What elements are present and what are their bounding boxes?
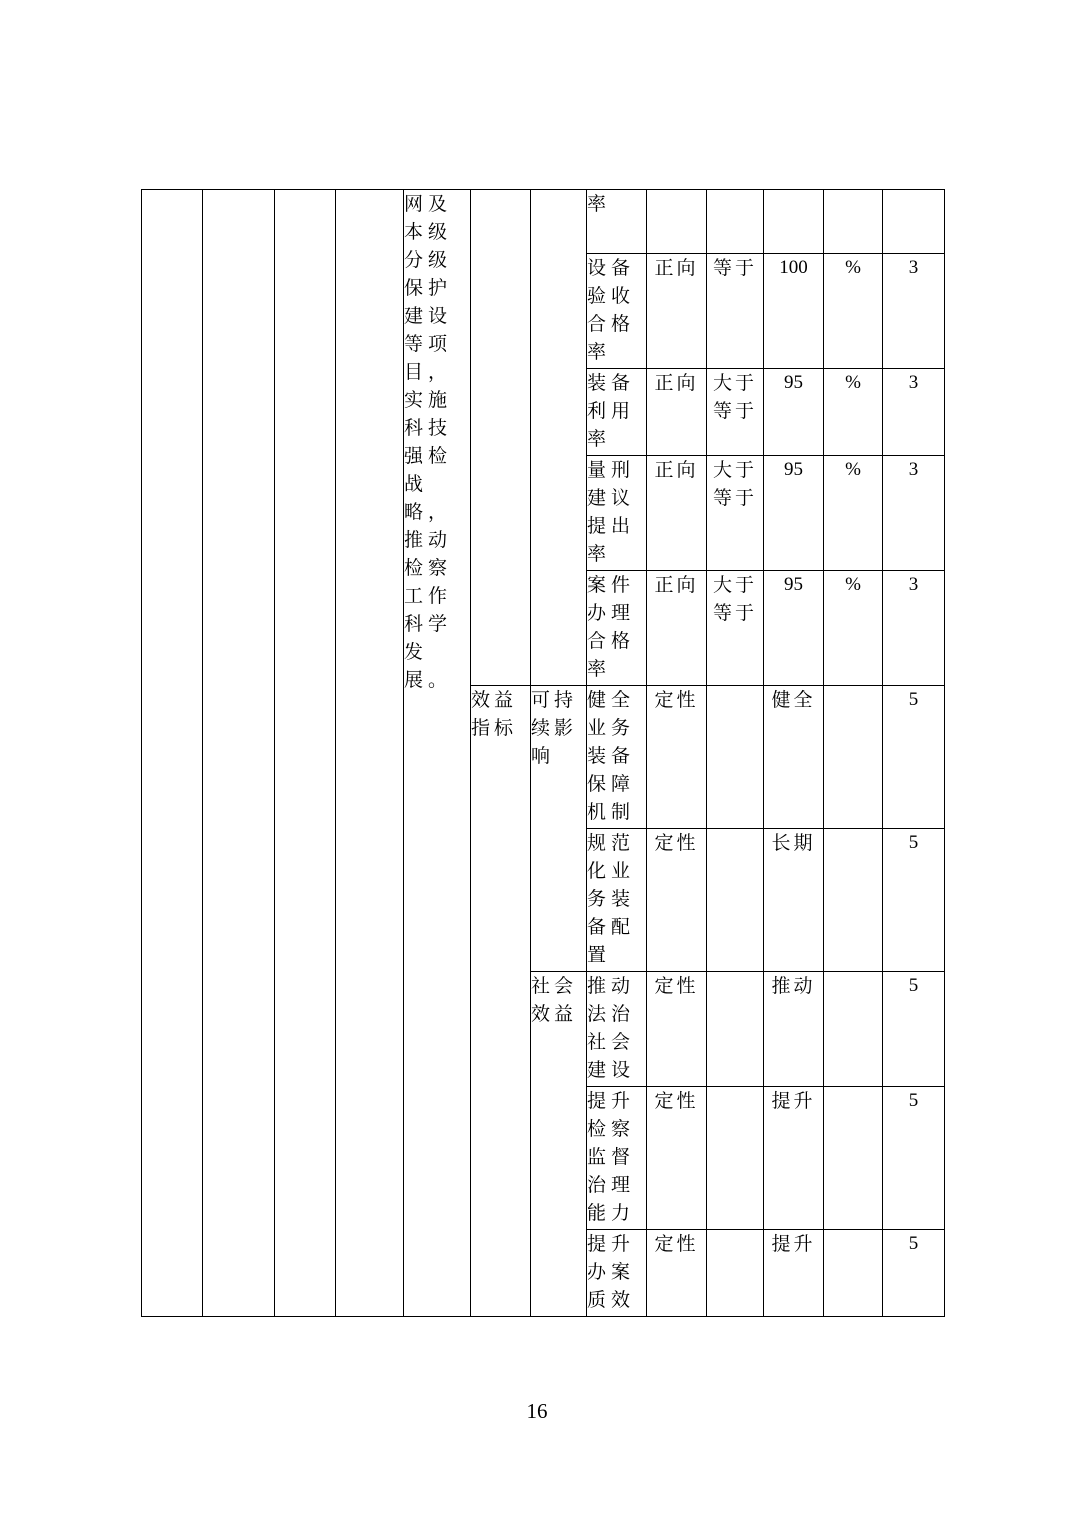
indicator-name: 装备利用率 xyxy=(587,369,647,456)
indicator-compare xyxy=(707,829,764,972)
indicator-score: 3 xyxy=(883,571,945,686)
indicator-value: 100 xyxy=(764,254,824,369)
indicator-unit: % xyxy=(824,369,883,456)
indicator-unit: % xyxy=(824,456,883,571)
indicator-name: 提升检察监督治理能力 xyxy=(587,1087,647,1230)
indicator-value xyxy=(764,190,824,254)
indicator-compare: 大于等于 xyxy=(707,456,764,571)
indicator-compare: 大于等于 xyxy=(707,369,764,456)
indicator-name: 案件办理合格率 xyxy=(587,571,647,686)
indicator-score: 5 xyxy=(883,1230,945,1317)
indicator-score: 3 xyxy=(883,456,945,571)
blank-col-3 xyxy=(275,190,336,1317)
indicator-value: 推动 xyxy=(764,972,824,1087)
indicator-unit xyxy=(824,1087,883,1230)
indicator-unit xyxy=(824,829,883,972)
indicator-compare xyxy=(707,1087,764,1230)
indicator-score: 5 xyxy=(883,686,945,829)
indicator-value: 健全 xyxy=(764,686,824,829)
indicator-direction: 正向 xyxy=(647,369,707,456)
indicator-compare: 大于等于 xyxy=(707,571,764,686)
indicator-name: 健全业务装备保障机制 xyxy=(587,686,647,829)
indicator-direction: 定性 xyxy=(647,1230,707,1317)
indicator-compare xyxy=(707,1230,764,1317)
indicator-unit xyxy=(824,972,883,1087)
subcategory-social-benefit: 社会效益 xyxy=(531,972,587,1317)
indicator-direction: 正向 xyxy=(647,571,707,686)
annual-goal-cell: 网及本级分级保护建设等项目，实施科技强检战略，推动检察工作科学发展。 xyxy=(404,190,471,1317)
indicator-direction: 正向 xyxy=(647,254,707,369)
subcategory-sustainable-impact: 可持续影响 xyxy=(531,686,587,972)
category-benefit: 效益指标 xyxy=(471,686,531,1317)
indicator-score xyxy=(883,190,945,254)
indicator-score: 5 xyxy=(883,972,945,1087)
indicator-value: 95 xyxy=(764,369,824,456)
indicator-compare xyxy=(707,686,764,829)
indicator-value: 95 xyxy=(764,456,824,571)
indicator-unit: % xyxy=(824,254,883,369)
indicator-score: 3 xyxy=(883,369,945,456)
indicator-unit xyxy=(824,190,883,254)
indicator-score: 5 xyxy=(883,829,945,972)
indicator-value: 提升 xyxy=(764,1087,824,1230)
indicator-direction: 定性 xyxy=(647,1087,707,1230)
indicator-value: 提升 xyxy=(764,1230,824,1317)
indicator-unit xyxy=(824,686,883,829)
indicator-name: 设备验收合格率 xyxy=(587,254,647,369)
indicator-value: 长期 xyxy=(764,829,824,972)
indicator-direction: 定性 xyxy=(647,829,707,972)
indicator-name: 提升办案质效 xyxy=(587,1230,647,1317)
indicator-name: 量刑建议提出率 xyxy=(587,456,647,571)
indicator-unit: % xyxy=(824,571,883,686)
indicator-direction: 定性 xyxy=(647,686,707,829)
indicator-compare: 等于 xyxy=(707,254,764,369)
indicator-compare xyxy=(707,972,764,1087)
indicator-value: 95 xyxy=(764,571,824,686)
indicator-compare xyxy=(707,190,764,254)
blank-col-2 xyxy=(203,190,275,1317)
indicator-score: 5 xyxy=(883,1087,945,1230)
indicator-unit xyxy=(824,1230,883,1317)
indicator-name: 率 xyxy=(587,190,647,254)
category-output-continued xyxy=(471,190,531,686)
indicator-direction xyxy=(647,190,707,254)
blank-col-4 xyxy=(336,190,404,1317)
performance-indicator-table xyxy=(141,189,945,1317)
indicator-direction: 定性 xyxy=(647,972,707,1087)
indicator-score: 3 xyxy=(883,254,945,369)
subcategory-quality-continued xyxy=(531,190,587,686)
indicator-name: 规范化业务装备配置 xyxy=(587,829,647,972)
indicator-name: 推动法治社会建设 xyxy=(587,972,647,1087)
indicator-direction: 正向 xyxy=(647,456,707,571)
blank-col-1 xyxy=(142,190,203,1317)
page-number: 16 xyxy=(526,1399,548,1423)
